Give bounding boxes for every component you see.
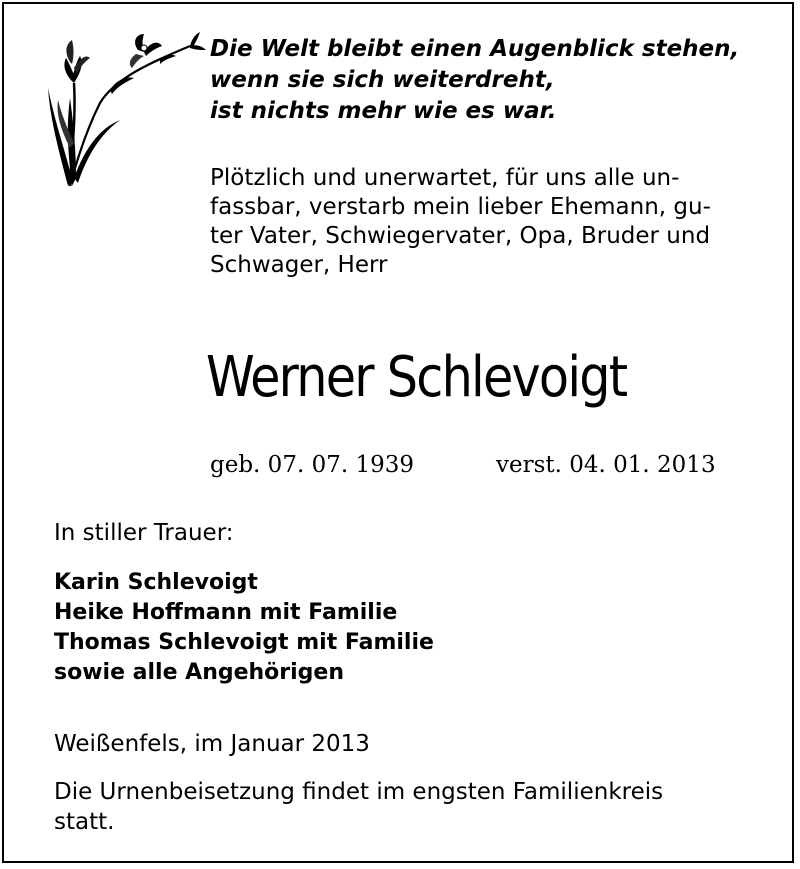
iris-flower-icon [40,28,210,188]
mourner: sowie alle Angehörigen [54,660,345,685]
intro-text [210,164,758,280]
place-date: Weißenfels, im Januar 2013 [54,731,370,757]
intro-line: ter Vater, Schwiegervater, Opa, Bruder und [210,223,711,249]
motto-verse [210,34,790,127]
intro-line: fassbar, verstarb mein lieber Ehemann, gu- [210,194,711,220]
burial-line: Die Urnenbeisetzung findet im engsten Familienkreis [54,779,664,805]
intro-line: Plötzlich und unerwartet, für uns alle un- [210,165,680,191]
burial-line: statt. [54,809,115,835]
deceased-name: Werner Schlevoigt [206,345,627,410]
death-date: verst. 04. 01. 2013 [496,452,716,478]
mourner: Heike Hoffmann mit Familie [54,600,398,625]
life-dates [210,450,770,480]
mourner: Karin Schlevoigt [54,570,258,595]
obituary-notice [2,2,794,863]
birth-date: geb. 07. 07. 1939 [210,452,414,478]
motto-line: Die Welt bleibt einen Augenblick stehen, [210,36,740,62]
mourners-list [54,568,434,688]
motto-line: ist nichts mehr wie es war. [210,98,557,124]
burial-notice [54,777,754,837]
intro-line: Schwager, Herr [210,252,388,278]
motto-line: wenn sie sich weiterdreht, [210,67,555,93]
mourner: Thomas Schlevoigt mit Familie [54,630,434,655]
mourning-label: In stiller Trauer: [54,520,234,546]
